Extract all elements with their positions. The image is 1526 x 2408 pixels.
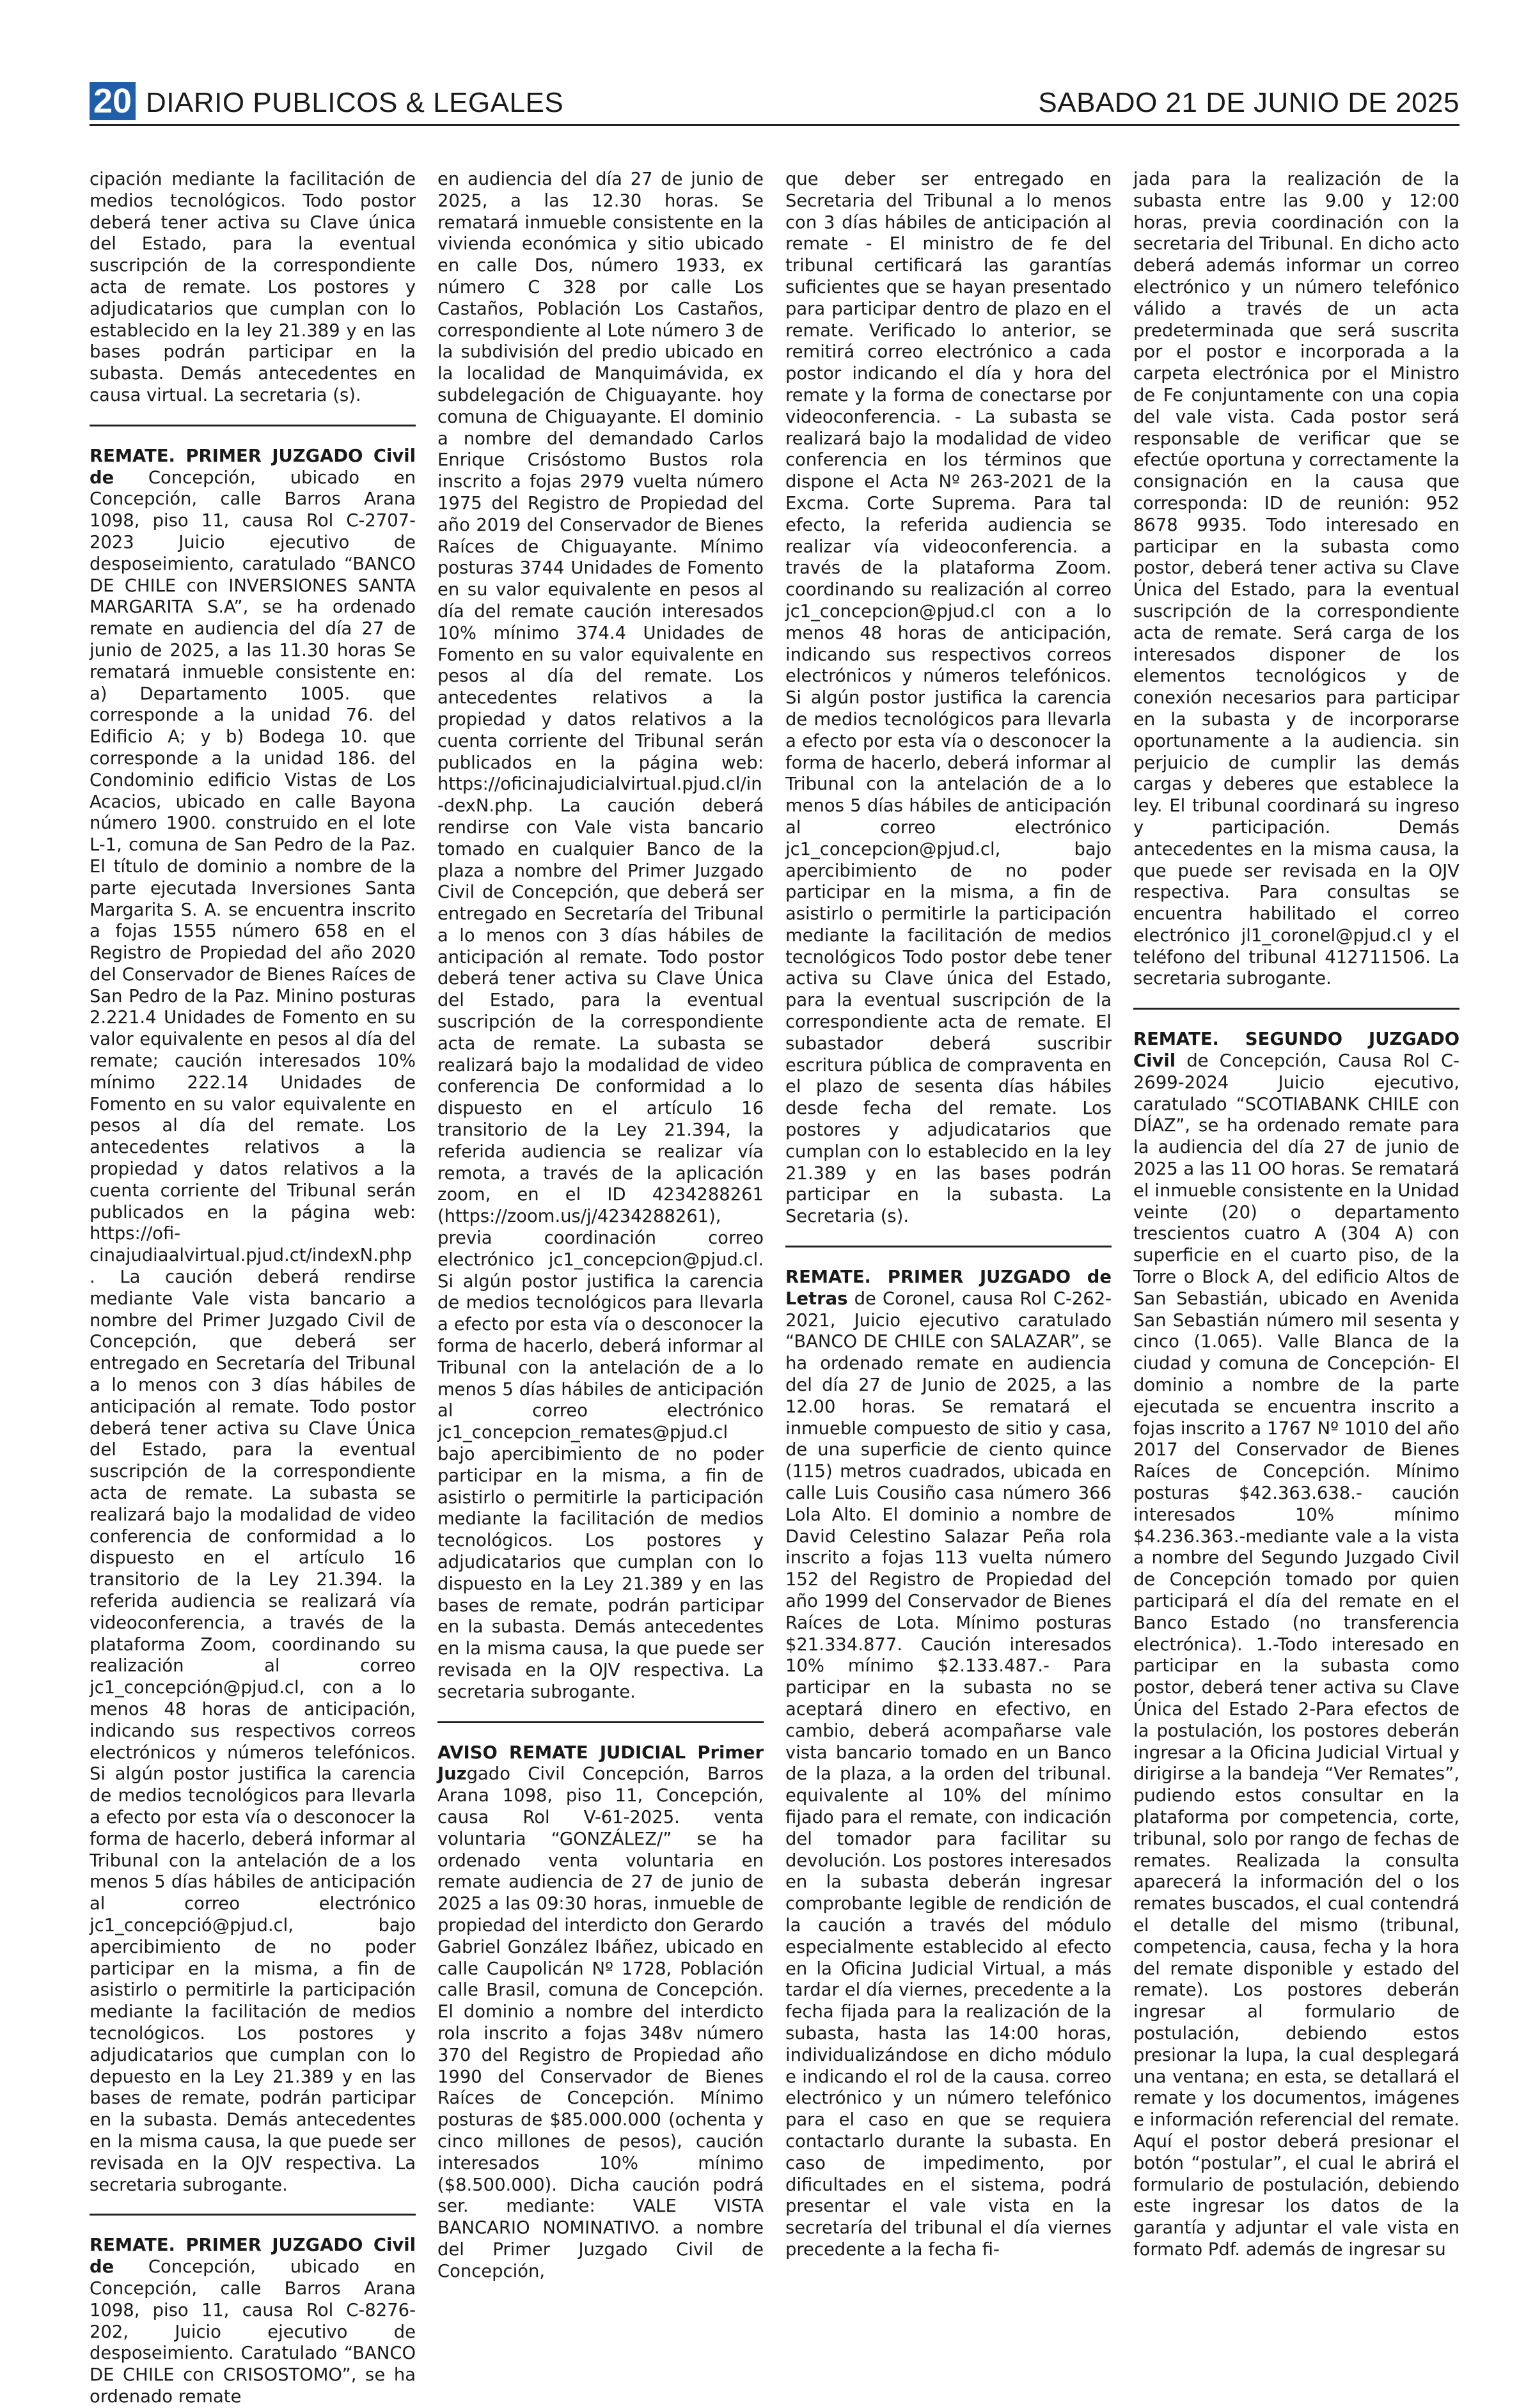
notice-body: que deber ser entregado en Secretaria del Tribunal a lo menos con 3 días hábiles de anticipación al remate - El ministro de fe del tribunal certificará las garantías suficientes que se hayan presentado para participar dentro de plazo en el remate. Verificado lo anterior, se remitirá correo electrónico a cada postor indicando el día y hora del remate y la forma de conectarse por videoconferencia. - La subasta se realizará bajo la modalidad de video conferencia en los términos que dispone el Acta Nº 263-2021 de la Excma. Corte Suprema. Para tal efecto, la referida audiencia se realizar vía videoconferencia. a través de la plataforma Zoom. coordinando su realización al correo jc1_concepcion@pjud.cl con a lo menos 48 horas de anticipación, indicando sus respectivos correos electrónicos y números telefónicos. Si algún postor justifica la carencia de medios tecnológicos para llevarla a efecto por esta vía o desconocer la forma de hacerlo, deberá informar al Tribunal con la antelación de a lo menos 5 días hábiles de anticipación al correo electrónico jc1_concepcion@pjud.cl, bajo apercibimiento de no poder participar en la misma, a fin de asistirlo o permitirle la participación mediante la facilitación de medios tecnológicos Todo postor debe tener activa su Clave única del Estado, para la eventual suscripción de la correspondiente acta de remate. El subastador deberá suscribir escritura pública de compraventa en el plazo de sesenta días hábiles desde fecha del remate. Los postores y adjudicatarios que cumplan con lo establecido en la ley 21.389 y en las bases podrán participar en la subasta. La Secretaria (s). xyxy=(785,169,1112,1227)
column-1 xyxy=(90,169,416,2407)
notice xyxy=(437,1742,764,2283)
notice-body: Concepción, ubicado en Concepción, calle Barros Arana 1098, piso 11, causa Rol C-2707-2023 Juicio ejecutivo de desposeimiento, caratulado “BANCO DE CHILE con INVERSIONES SANTA MARGARITA S.A”, se ha ordenado remate en audiencia del día 27 de junio de 2025, a las 11.30 horas Se rematará inmueble consistente en: a) Departamento 1005. que corresponde a la unidad 76. del Edificio A; y b) Bodega 10. que corresponde a la unidad 186. del Condominio edificio Vistas de Los Acacios, ubicado en calle Bayona número 1900. construido en el lote L-1, comuna de San Pedro de la Paz. El título de dominio a nombre de la parte ejecutada Inversiones Santa Margarita S. A. se encuentra inscrito a fojas 1555 número 658 en el Registro de Propiedad del año 2020 del Conservador de Bienes Raíces de San Pedro de la Paz. Minino posturas 2.221.4 Unidades de Fomento en su valor equivalente en pesos al día del remate; caución interesados 10% mínimo 222.14 Unidades de Fomento en su valor equivalente en pesos al día del remate. Los antecedentes relativos a la propiedad y datos relativos a la cuenta corriente del Tribunal serán publicados en la página web: https://ofi-cinajudiaalvirtual.pjud.ct/indexN.php. La caución deberá rendirse mediante Vale vista bancario a nombre del Primer Juzgado Civil de Concepción, que deberá ser entregado en Secretaría del Tribunal a lo menos con 3 días hábiles de anticipación al remate. Todo postor deberá tener activa su Clave Única del Estado, para la eventual suscripción de la correspondiente acta de remate. La subasta se realizará bajo la modalidad de video conferencia de conformidad a lo dispuesto en el artículo 16 transitorio de la Ley 21.394. la referida audiencia se realizará vía videoconferencia, a través de la plataforma Zoom, coordinando su realización al correo jc1_concepción@pjud.cl, con a lo menos 48 horas de anticipación, indicando sus respectivos correos electrónicos y números telefónicos. Si algún postor justifica la carencia de medios tecnológicos para llevarla a efecto por esta vía o desconocer la forma de hacerlo, deberá informar al Tribunal con la antelación de a los menos 5 días hábiles de anticipación al correo electrónico jc1_concepció@pjud.cl, bajo apercibimiento de no poder participar en la misma, a fin de asistirlo o permitirle la participación mediante la facilitación de medios tecnológicos. Los postores y adjudicatarios que cumplan con lo depuesto en la Ley 21.389 y en las bases de remate, podrán participar en la subasta. Demás antecedentes en la misma causa, la que puede ser revisada en la OJV respectiva. La secretaria subrogante. xyxy=(90,467,416,2195)
notice xyxy=(90,446,416,2196)
notice xyxy=(1133,1029,1459,2260)
notice-heading: REMATE. PRIMER JUZGADO Civil de xyxy=(90,446,416,488)
notice-body: gado Civil Concepción, Barros Arana 1098, piso 11, Concepción, causa Rol V-61-2025. venta voluntaria “GONZÁLEZ/” se ha ordenado venta voluntaria en remate audiencia de 27 de junio de 2025 a las 09:30 horas, inmueble de propiedad del interdicto don Gerardo Gabriel González Ibáñez, ubicado en calle Caupolicán Nº 1728, Población calle Brasil, comuna de Concepción. El dominio a nombre del interdicto rola inscrito a fojas 348v número 370 del Registro de Propiedad año 1990 del Conservador de Bienes Raíces de Concepción. Mínimo posturas de $85.000.000 (ochenta y cinco millones de pesos), caución interesados 10% mínimo ($8.500.000). Dicha caución podrá ser. mediante: VALE VISTA BANCARIO NOMINATIVO. a nombre del Primer Juzgado Civil de Concepción, xyxy=(437,1764,764,2281)
column-3 xyxy=(785,169,1112,2260)
notice-continuation xyxy=(437,169,764,1703)
notice xyxy=(90,2235,416,2407)
notice-body: en audiencia del día 27 de junio de 2025, a las 12.30 horas. Se rematará inmueble consistente en la vivienda económica y sitio ubicado en calle Dos, número 1933, ex número C 328 por calle Los Castaños, Población Los Castaños, correspondiente al Lote número 3 de la subdivisión del predio ubicado en la localidad de Manquimávida, ex subdelegación de Chiguayante. hoy comuna de Chiguayante. El dominio a nombre del demandado Carlos Enrique Crisóstomo Bustos rola inscrito a fojas 2979 vuelta número 1975 del Registro de Propiedad del año 2019 del Conservador de Bienes Raíces de Chiguayante. Mínimo posturas 3744 Unidades de Fomento en su valor equivalente en pesos al día del remate caución interesados 10% mínimo 374.4 Unidades de Fomento en su valor equivalente en pesos al día del remate. Los antecedentes relativos a la propiedad y datos relativos a la cuenta corriente del Tribunal serán publicados en la página web: https://oficinajudicialvirtual.pjud.cl/in-dexN.php. La caución deberá rendirse con Vale vista bancario tomado en cualquier Banco de la plaza a nombre del Primer Juzgado Civil de Concepción, que deberá ser entregado en Secretaría del Tribunal a lo menos con 3 días hábiles de anticipación al remate. Todo postor deberá tener activa su Clave Única del Estado, para la eventual suscripción de la correspondiente acta de remate. La subasta se realizará bajo la modalidad de video conferencia De conformidad a lo dispuesto en el artículo 16 transitorio de la Ley 21.394, la referida audiencia se realizar vía remota, a través de la aplicación zoom, en el ID 4234288261 (https://zoom.us/j/4234288261), previa coordinación correo electrónico jc1_concepcion@pjud.cl. Si algún postor justifica la carencia de medios tecnológicos para llevarla a efecto por esta vía o desconocer la forma de hacerlo, deberá informar al Tribunal con la antelación de a lo menos 5 días hábiles de anticipación al correo electrónico jc1_concepcion_remates@pjud.cl bajo apercibimiento de no poder participar en la misma, a fin de asistirlo o permitirle la participación mediante la facilitación de medios tecnológicos. Los postores y adjudicatarios que cumplan con lo dispuesto en la Ley 21.389 y en las bases de remate, podrán participar en la subasta. Demás antecedentes en la misma causa, la que puede ser revisada en la OJV respectiva. La secretaria subrogante. xyxy=(437,169,764,1702)
notice-continuation xyxy=(785,169,1112,1228)
column-4 xyxy=(1133,169,1460,2260)
notice-divider xyxy=(90,425,416,426)
publication-title: DIARIO PUBLICOS & LEGALES xyxy=(146,87,564,118)
page-number: 20 xyxy=(90,82,136,120)
notice-body: de Coronel, causa Rol C-262-2021, Juicio ejecutivo caratulado “BANCO DE CHILE con SALAZAR”, se ha ordenado remate en audiencia del día 27 de Junio de 2025, a las 12.00 horas. Se rematará el inmueble compuesto de sitio y casa, de una superficie de ciento quince (115) metros cuadrados, ubicada en calle Luis Cousiño casa número 366 Lola Alto. El dominio a nombre de David Celestino Salazar Peña rola inscrito a fojas 113 vuelta número 152 del Registro de Propiedad del año 1999 del Conservador de Bienes Raíces de Lota. Mínimo posturas $21.334.877. Caución interesados 10% mínimo $2.133.487.- Para participar en la subasta no se aceptará dinero en efectivo, en cambio, deberá acompañarse vale vista bancario tomado en un Banco de la plaza, a la orden del tribunal. equivalente al 10% del mínimo fijado para el remate, con indicación del tomador para facilitar su devolución. Los postores interesados en la subasta deberán ingresar comprobante legible de rendición de la caución a través del módulo especialmente establecido al efecto en la Oficina Judicial Virtual, a más tardar el día viernes, precedente a la fecha fijada para la realización de la subasta, hasta las 14:00 horas, individualizándose en dicho módulo e indicando el rol de la causa. correo electrónico y un número telefónico para el caso en que se requiera contactarlo durante la subasta. En caso de impedimento, por dificultades en el sistema, podrá presentar el vale vista en la secretaría del tribunal el día viernes precedente a la fecha fi- xyxy=(785,1288,1112,2260)
page-header xyxy=(90,82,1459,120)
notice-divider xyxy=(90,2214,416,2216)
notice-body: Concepción, ubicado en Concepción, calle Barros Arana 1098, piso 11, causa Rol C-8276-202, Juicio ejecutivo de desposeimiento. Caratulado “BANCO DE CHILE con CRISOSTOMO”, se ha ordenado remate xyxy=(90,2257,416,2407)
notice-continuation xyxy=(1133,169,1459,990)
notice-heading: REMATE. SEGUNDO JUZGADO Civil xyxy=(1133,1029,1459,1072)
issue-date: SABADO 21 DE JUNIO DE 2025 xyxy=(1038,87,1459,118)
notice-continuation xyxy=(90,169,416,407)
notice-heading: AVISO REMATE JUDICIAL Primer Juz xyxy=(437,1742,764,1785)
column-2 xyxy=(437,169,764,2281)
notice-body: de Concepción, Causa Rol C-2699-2024 Juicio ejecutivo, caratulado “SCOTIABANK CHILE con DÍAZ”, se ha ordenado remate para la audiencia del día 27 de junio de 2025 a las 11 OO horas. Se rematará el inmueble consistente en la Unidad veinte (20) o departamento trescientos cuatro A (304 A) con superficie en el cuarto piso, de la Torre o Block A, del edificio Altos de San Sebastián, ubicado en Avenida San Sebastián número mil sesenta y cinco (1.065). Valle Blanca de la ciudad y comuna de Concepción- El dominio a nombre de la parte ejecutada se encuentra inscrito a fojas inscrito a 1767 Nº 1010 del año 2017 del Conservador de Bienes Raíces de Concepción. Mínimo posturas $42.363.638.- caución interesados 10% mínimo $4.236.363.-mediante vale a la vista a nombre del Segundo Juzgado Civil de Concepción tomado por quien participará el día del remate en el Banco Estado (no transferencia electrónica). 1.-Todo interesado en participar en la subasta como postor, deberá tener activa su Clave Única del Estado 2-Para efectos de la postulación, los postores deberán ingresar a la Oficina Judicial Virtual y dirigirse a la bandeja “Ver Remates”, pudiendo estos consultar en la plataforma por competencia, corte, tribunal, solo por rango de fechas de remates. Realizada la consulta aparecerá la información del o los remates buscados, el cual contendrá el detalle del mismo (tribunal, competencia, causa, fecha y la hora del remate disponible y estado del remate). Los postores deberán ingresar al formulario de postulación, debiendo estos presionar la lupa, la cual desplegará una ventana; en esta, se detallará el remate y los documentos, imágenes e información referencial del remate. Aquí el postor deberá presionar el botón “postular”, el cual le abrirá el formulario de postulación, debiendo este ingresar los datos de la garantía y adjuntar el vale vista en formato Pdf. además de ingresar su xyxy=(1133,1051,1460,2260)
notice-heading: REMATE. PRIMER JUZGADO de Letras xyxy=(785,1267,1112,1309)
notice-divider xyxy=(1133,1008,1459,1010)
notice-heading: REMATE. PRIMER JUZGADO Civil de xyxy=(90,2235,416,2278)
notice-columns xyxy=(90,169,1460,2407)
header-divider xyxy=(90,124,1459,126)
notice-body: jada para la realización de la subasta entre las 9.00 y 12:00 horas, previa coordinación con la secretaria del Tribunal. En dicho acto deberá además informar un correo electrónico y un número telefónico válido a través de un acta predeterminada que será suscrita por el postor e incorporada a la carpeta electrónica por el Ministro de Fe conjuntamente con una copia del vale vista. Cada postor será responsable de verificar que se efectúe oportuna y correctamente la consignación en la causa que corresponda: ID de reunión: 952 8678 9935. Todo interesado en participar en la subasta como postor, deberá tener activa su Clave Única del Estado, para la eventual suscripción de la correspondiente acta de remate. Será carga de los interesados disponer de los elementos tecnológicos y de conexión necesarios para participar en la subasta y de incorporarse oportunamente a la audiencia. sin perjuicio de cumplir las demás cargas y deberes que establece la ley. El tribunal coordinará su ingreso y participación. Demás antecedentes en la misma causa, la que puede ser revisada en la OJV respectiva. Para consultas se encuentra habilitado el correo electrónico jl1_coronel@pjud.cl y el teléfono del tribunal 412711506. La secretaria subrogante. xyxy=(1133,169,1459,989)
notice-divider xyxy=(437,1721,764,1723)
notice-divider xyxy=(785,1246,1112,1247)
notice-body: cipación mediante la facilitación de medios tecnológicos. Todo postor deberá tener activa su Clave única del Estado, para la eventual suscripción de la correspondiente acta de remate. Los postores y adjudicatarios que cumplan con lo establecido en la ley 21.389 y en las bases podrán participar en la subasta. Demás antecedentes en causa virtual. La secretaria (s). xyxy=(90,169,416,405)
notice xyxy=(785,1267,1112,2261)
